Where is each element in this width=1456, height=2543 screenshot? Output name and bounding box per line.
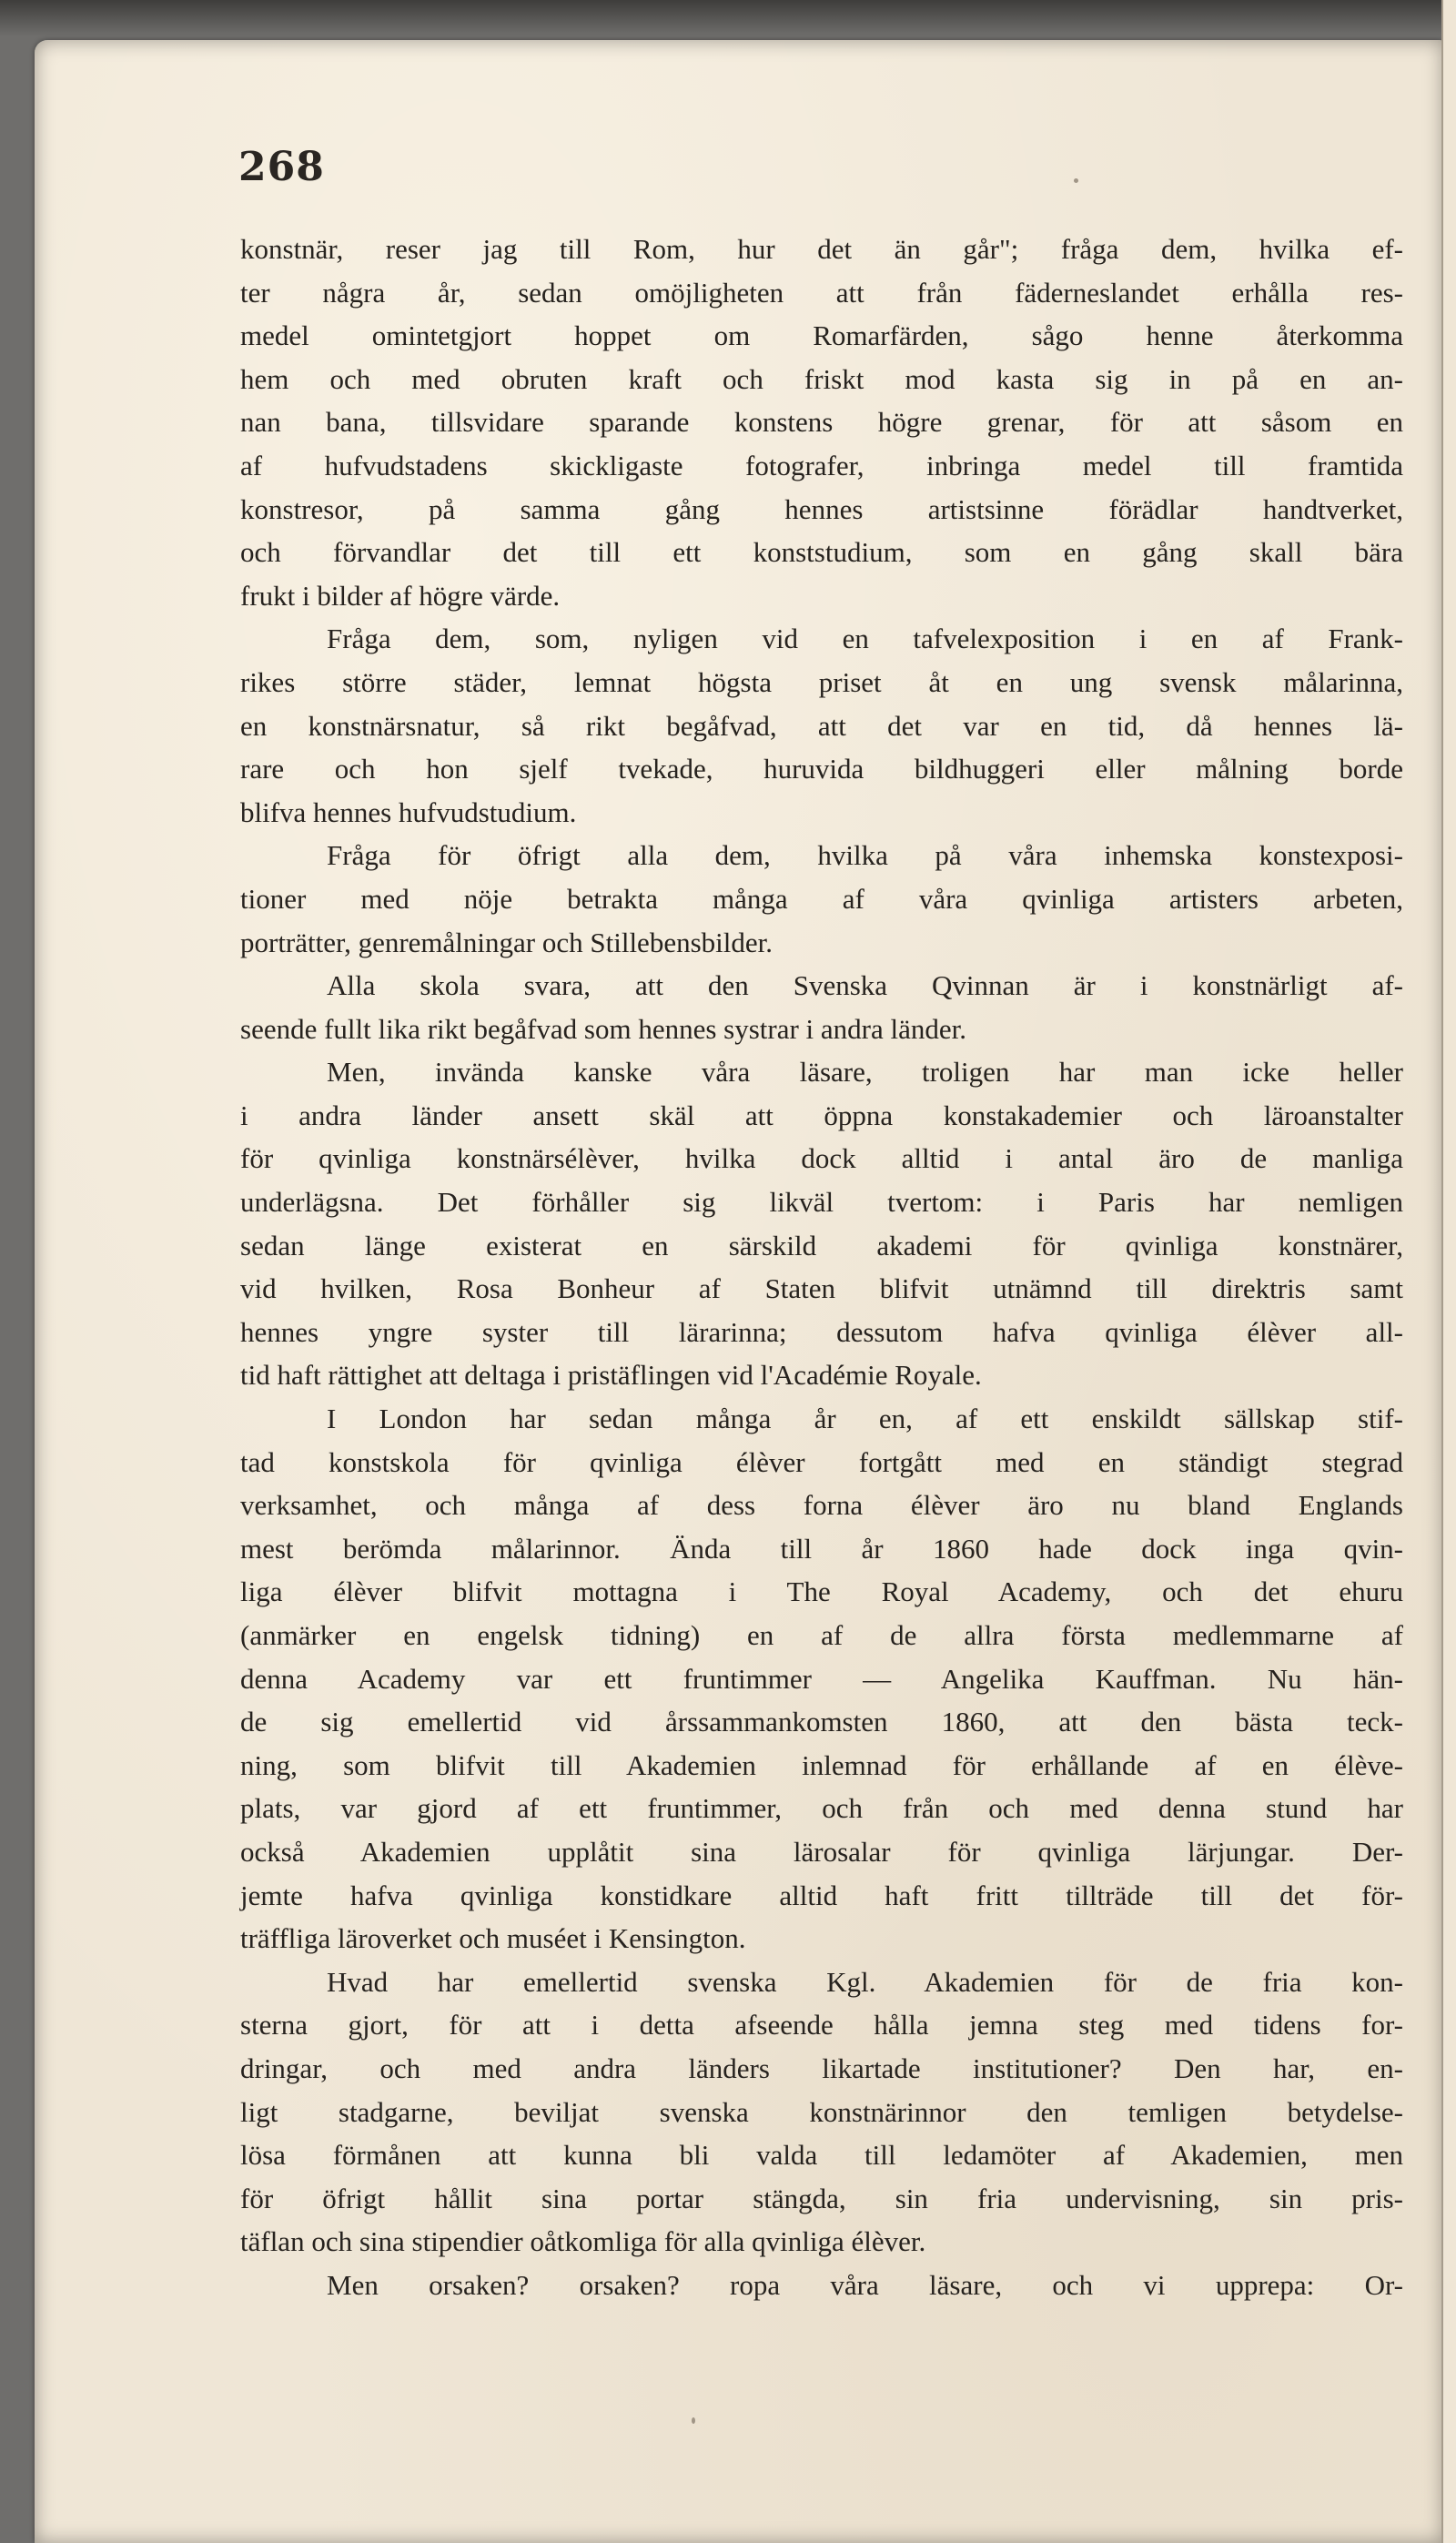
text-line: tad konstskola för qvinliga élèver fortgått med en ständigt stegrad xyxy=(240,1445,1403,1478)
paragraph-end-line: tid haft rättighet att deltaga i pristäflingen vid l'Académie Royale. xyxy=(240,1359,982,1392)
text-line: rikes större städer, lemnat högsta priset åt en ung svensk målarinna, xyxy=(240,665,1403,698)
scan-background xyxy=(0,0,1456,36)
text-line: ning, som blifvit till Akademien inlemnad för erhållande af en élève- xyxy=(240,1748,1403,1781)
paragraph-start-line: Hvad har emellertid svenska Kgl. Akademien för de fria kon- xyxy=(327,1965,1403,1998)
text-line: sterna gjort, för att i detta afseende hålla jemna steg med tidens for- xyxy=(240,2009,1403,2041)
text-line: (anmärker en engelsk tidning) en af de allra första medlemmarne af xyxy=(240,1619,1403,1651)
text-line: för öfrigt hållit sina portar stängda, sin fria undervisning, sin pris- xyxy=(240,2182,1403,2214)
text-line: hem och med obruten kraft och friskt mod kasta sig in på en an- xyxy=(240,362,1403,395)
text-line: mest berömda målarinnor. Ända till år 1860 hade dock inga qvin- xyxy=(240,1532,1403,1565)
text-line: och förvandlar det till ett konststudium, som en gång skall bära xyxy=(240,536,1403,569)
text-line: medel omintetgjort hoppet om Romarfärden, sågo henne återkomma xyxy=(240,319,1403,352)
text-line: jemte hafva qvinliga konstidkare alltid haft fritt tillträde till det för- xyxy=(240,1879,1403,1911)
paragraph-end-line: frukt i bilder af högre värde. xyxy=(240,579,561,612)
paragraph-end-line: träffliga läroverket och muséet i Kensington. xyxy=(240,1922,746,1955)
paragraph-end-line: porträtter, genremålningar och Stillebensbilder. xyxy=(240,926,773,958)
text-line: tioner med nöje betrakta många af våra qvinliga artisters arbeten, xyxy=(240,882,1403,915)
page-body-text xyxy=(240,228,1403,2307)
paper-speck xyxy=(1074,178,1078,183)
paragraph-start-line: Men orsaken? orsaken? ropa våra läsare, och vi upprepa: Or- xyxy=(327,2268,1403,2301)
text-line: af hufvudstadens skickligaste fotografer, inbringa medel till framtida xyxy=(240,449,1403,481)
paragraph-end-line: täflan och sina stipendier oåtkomliga för alla qvinliga élèver. xyxy=(240,2225,926,2258)
paragraph-start-line: Fråga för öfrigt alla dem, hvilka på våra inhemska konstexposi- xyxy=(327,839,1403,872)
paragraph-end-line: blifva hennes hufvudstudium. xyxy=(240,795,577,828)
paragraph-start-line: Fråga dem, som, nyligen vid en tafvelexposition i en af Frank- xyxy=(327,623,1403,655)
text-line: i andra länder ansett skäl att öppna konstakademier och läroanstalter xyxy=(240,1099,1403,1131)
text-line: plats, var gjord af ett fruntimmer, och från och med denna stund har xyxy=(240,1792,1403,1825)
text-line: för qvinliga konstnärsélèver, hvilka dock alltid i antal äro de manliga xyxy=(240,1142,1403,1175)
text-line: vid hvilken, Rosa Bonheur af Staten blifvit utnämnd till direktris samt xyxy=(240,1272,1403,1305)
text-line: en konstnärsnatur, så rikt begåfvad, att det var en tid, då hennes lä- xyxy=(240,709,1403,742)
text-line: konstnär, reser jag till Rom, hur det än går"; fråga dem, hvilka ef- xyxy=(240,233,1403,265)
paragraph-start-line: Men, invända kanske våra läsare, troligen har man icke heller xyxy=(327,1056,1403,1089)
text-line: också Akademien upplåtit sina lärosalar för qvinliga lärjungar. Der- xyxy=(240,1835,1403,1868)
paragraph-start-line: Alla skola svara, att den Svenska Qvinnan är i konstnärligt af- xyxy=(327,969,1403,1002)
next-page-edge xyxy=(1441,0,1456,2543)
text-line: dringar, och med andra länders likartade institutioner? Den har, en- xyxy=(240,2052,1403,2084)
text-line: liga élèver blifvit mottagna i The Royal Academy, och det ehuru xyxy=(240,1575,1403,1608)
text-line: ligt stadgarne, beviljat svenska konstnärinnor den temligen betydelse- xyxy=(240,2095,1403,2128)
text-line: verksamhet, och många af dess forna élèver äro nu bland Englands xyxy=(240,1489,1403,1522)
paper-speck xyxy=(692,2417,695,2424)
text-line: nan bana, tillsvidare sparande konstens högre grenar, för att såsom en xyxy=(240,406,1403,439)
text-line: konstresor, på samma gång hennes artistsinne förädlar handtverket, xyxy=(240,492,1403,525)
text-line: sedan länge existerat en särskild akademi för qvinliga konstnärer, xyxy=(240,1229,1403,1261)
text-line: underlägsna. Det förhåller sig likväl tvertom: i Paris har nemligen xyxy=(240,1186,1403,1219)
text-line: denna Academy var ett fruntimmer — Angelika Kauffman. Nu hän- xyxy=(240,1662,1403,1695)
text-line: ter några år, sedan omöjligheten att från fäderneslandet erhålla res- xyxy=(240,276,1403,309)
text-line: hennes yngre syster till lärarinna; dessutom hafva qvinliga élèver all- xyxy=(240,1315,1403,1348)
text-line: de sig emellertid vid årssammankomsten 1860, att den bästa teck- xyxy=(240,1706,1403,1738)
text-line: lösa förmånen att kunna bli valda till ledamöter af Akademien, men xyxy=(240,2139,1403,2172)
page-number: 268 xyxy=(238,144,325,190)
text-line: rare och hon sjelf tvekade, huruvida bildhuggeri eller målning borde xyxy=(240,753,1403,785)
paragraph-end-line: seende fullt lika rikt begåfvad som hennes systrar i andra länder. xyxy=(240,1012,966,1045)
paragraph-start-line: I London har sedan många år en, af ett enskildt sällskap stif- xyxy=(327,1403,1403,1435)
